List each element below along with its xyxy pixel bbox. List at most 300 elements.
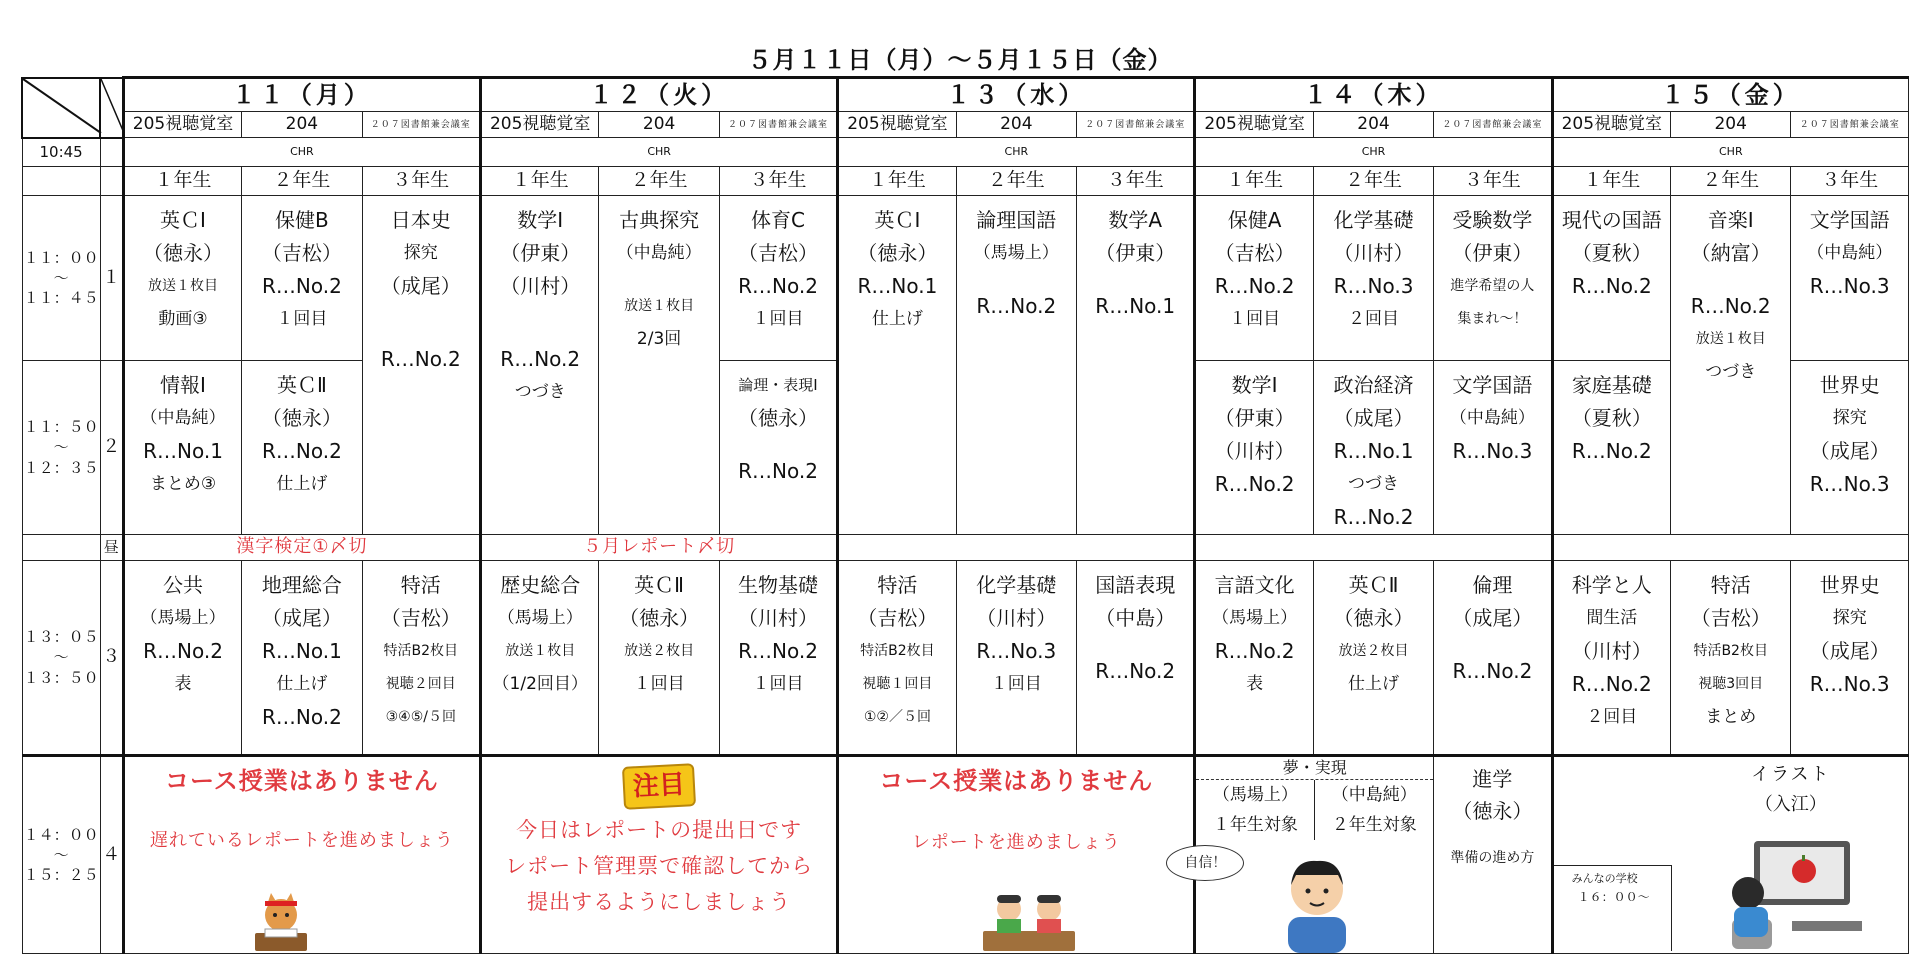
teacher-name: （吉松） — [1214, 240, 1295, 265]
teacher-name: （成尾） — [1452, 605, 1533, 630]
grade-cell: １年生 — [1552, 166, 1670, 195]
teacher-name: （徳永） — [1333, 605, 1414, 630]
teacher-name: （馬場上） — [1212, 607, 1298, 628]
lesson-cell — [1313, 195, 1433, 360]
time-end: １２：３５ — [23, 458, 99, 477]
lesson-note: 間生活 — [1586, 607, 1638, 628]
teacher-name: （川村） — [1333, 240, 1414, 265]
subject-name: 生物基礎 — [738, 572, 818, 597]
teacher-name: （成尾） — [1809, 438, 1890, 463]
report-number: R…No.3 — [1809, 471, 1890, 496]
report-number: R…No.2 — [1690, 293, 1771, 318]
report-number: R…No.1 — [857, 273, 938, 298]
report-number: R…No.2 — [1571, 273, 1652, 298]
event-name: みんなの学校 — [1571, 871, 1638, 885]
tue-note-line: 今日はレポートの提出日です — [516, 817, 803, 842]
lesson-note: 放送１枚目 — [505, 642, 576, 659]
lesson-note: つづき — [514, 381, 566, 402]
lesson-content — [125, 561, 241, 701]
lesson-note: まとめ — [1705, 706, 1757, 727]
cat-reading-icon — [251, 891, 311, 953]
lesson-note: 探究 — [403, 242, 438, 263]
grade-cell: ３年生 — [1077, 166, 1195, 195]
grade-cell: １年生 — [1195, 166, 1313, 195]
teacher-name: （中島純） — [1807, 242, 1893, 263]
time-start: １３：０５ — [23, 628, 99, 647]
dream-left — [1196, 780, 1315, 840]
report-number: R…No.2 — [1452, 658, 1533, 683]
lesson-cell — [1671, 560, 1791, 755]
lesson-content — [1314, 196, 1433, 336]
lesson-note: まとめ③ — [149, 473, 217, 494]
teacher-name: （吉松） — [380, 605, 461, 630]
teacher-name: （中島純） — [140, 407, 226, 428]
grade-cell: ２年生 — [1671, 166, 1791, 195]
school-event-box — [1554, 865, 1672, 951]
report-number: R…No.3 — [1809, 273, 1890, 298]
target-grade: ２年生対象 — [1331, 814, 1417, 835]
chr-cell-fri: CHR — [1552, 138, 1908, 167]
subject-name: 公共 — [163, 572, 203, 597]
lesson-note: 仕上げ — [1348, 673, 1399, 694]
teacher-name: （徳永） — [619, 605, 700, 630]
lesson-cell — [956, 195, 1076, 534]
teacher-name: （吉松） — [261, 240, 342, 265]
report-number: R…No.2 — [261, 273, 342, 298]
lesson-cell — [362, 560, 480, 755]
lesson-cell — [719, 360, 837, 534]
lesson-cell — [123, 560, 241, 755]
subject-name: 古典探究 — [619, 207, 700, 232]
lesson-cell — [481, 560, 599, 755]
lesson-note: 集まれ～！ — [1457, 310, 1528, 327]
subject-name: 家庭基礎 — [1571, 372, 1652, 397]
lesson-content — [1196, 196, 1312, 336]
teacher-name: （馬場上） — [140, 607, 226, 628]
time-period-3 — [22, 560, 100, 755]
subject-name: 特活 — [877, 572, 918, 597]
lesson-content — [242, 361, 361, 501]
day-header-mon: １１（月） — [123, 78, 480, 112]
tue-note-line: 提出するようにしましょう — [527, 889, 792, 914]
subject-name: 化学基礎 — [1333, 207, 1414, 232]
subject-name: 数学A — [1108, 207, 1163, 232]
report-number: R…No.2 — [738, 638, 818, 663]
teacher-name: （川村） — [738, 605, 818, 630]
lesson-cell — [838, 195, 956, 534]
subject-name: 受験数学 — [1452, 207, 1533, 232]
cell-spacer — [1671, 270, 1790, 290]
subject-name: 文学国語 — [1809, 207, 1890, 232]
p4-mon — [123, 755, 480, 953]
corner-diagonal — [23, 79, 101, 133]
period-number-4: ４ — [100, 755, 123, 953]
speech-bubble: 自信！ — [1166, 845, 1244, 881]
time-start: １１：００ — [23, 248, 99, 267]
lesson-content — [482, 561, 598, 701]
target-grade: １年生対象 — [1212, 814, 1298, 835]
grade-cell: ３年生 — [362, 166, 480, 195]
lesson-note: 進学希望の人 — [1450, 277, 1535, 294]
report-number: R…No.2 — [1571, 438, 1652, 463]
grade-cell: １年生 — [123, 166, 241, 195]
timetable — [21, 76, 1909, 954]
teacher-name: （納富） — [1690, 240, 1771, 265]
room-cell: 204 — [242, 112, 362, 138]
subject-name: 国語表現 — [1095, 572, 1176, 597]
report-number: R…No.2 — [1214, 638, 1295, 663]
lesson-note: 探究 — [1832, 407, 1867, 428]
lesson-content — [839, 561, 955, 734]
report-number: R…No.1 — [1333, 438, 1414, 463]
lesson-note: １回目 — [633, 673, 685, 694]
lesson-cell — [1791, 560, 1909, 755]
time-empty — [22, 166, 100, 195]
lesson-note: ２回目 — [1348, 308, 1399, 329]
teacher-name: （馬場上） — [973, 242, 1059, 263]
subject-name: 政治経済 — [1333, 372, 1414, 397]
time-period-4 — [22, 755, 100, 953]
p4-thu-shingaku — [1434, 755, 1552, 953]
report-number: R…No.1 — [143, 438, 223, 463]
lesson-note: １回目 — [276, 308, 328, 329]
lesson-content — [1314, 561, 1433, 701]
lesson-cell — [242, 360, 362, 534]
illust-title: イラスト — [1751, 763, 1831, 785]
teacher-name: （中島純） — [1449, 407, 1535, 428]
lesson-content — [1196, 361, 1312, 501]
cell-spacer — [482, 303, 598, 323]
lesson-note: ①②／５回 — [863, 708, 931, 725]
confident-boy-icon — [1274, 853, 1360, 953]
lesson-cell — [362, 195, 480, 534]
lesson-note: 仕上げ — [871, 308, 923, 329]
room-cell: ２０７図書館兼会議室 — [1077, 112, 1195, 138]
lesson-note: ２回目 — [1586, 706, 1638, 727]
lesson-note: 放送１枚目 — [624, 297, 695, 314]
lesson-note: 放送１枚目 — [148, 277, 218, 294]
subject-name: 文学国語 — [1452, 372, 1533, 397]
chr-cell-thu: CHR — [1195, 138, 1552, 167]
subject-name: 言語文化 — [1214, 572, 1295, 597]
teacher-name: （伊東） — [500, 240, 581, 265]
lesson-content — [1791, 561, 1908, 701]
lesson-content — [1077, 196, 1193, 323]
lesson-note: 視聴１回目 — [862, 675, 933, 692]
subject-name: 英ＣⅠ — [874, 207, 921, 232]
report-number: R…No.2 — [1571, 671, 1652, 696]
time-tilde: ～ — [53, 268, 69, 287]
lesson-cell — [1195, 195, 1313, 360]
lesson-note: １回目 — [1229, 308, 1281, 329]
teacher-name: （徳永） — [143, 240, 223, 265]
teacher-name: （中島純） — [1331, 784, 1417, 805]
room-cell: 204 — [1671, 112, 1791, 138]
room-cell: 204 — [1313, 112, 1433, 138]
time-end: １３：５０ — [23, 668, 99, 687]
lesson-cell — [481, 195, 599, 534]
teacher-name: （成尾） — [1809, 638, 1890, 663]
lesson-cell — [1313, 360, 1433, 534]
lesson-note: 表 — [1246, 673, 1264, 694]
report-number: R…No.2 — [261, 438, 342, 463]
subject-name: 世界史 — [1819, 372, 1880, 397]
subject-name: 英ＣⅡ — [634, 572, 685, 597]
lesson-note: 仕上げ — [276, 473, 328, 494]
cell-spacer — [1434, 635, 1550, 655]
lesson-content — [599, 561, 718, 701]
lesson-content — [720, 196, 836, 336]
dream-header: 夢・実現 — [1196, 757, 1433, 780]
lesson-cell — [242, 195, 362, 360]
lesson-content — [125, 361, 241, 501]
lesson-note: 動画③ — [158, 308, 208, 329]
subject-name: 英ＣⅠ — [160, 207, 206, 232]
teacher-name: （夏秋） — [1571, 240, 1652, 265]
cell-spacer — [363, 323, 479, 343]
students-studying-icon — [981, 887, 1077, 953]
time-chr: 10:45 — [22, 138, 100, 167]
teacher-name: （1/2回目） — [492, 673, 588, 694]
grade-cell: ２年生 — [599, 166, 719, 195]
lesson-cell — [1195, 560, 1313, 755]
time-tilde: ～ — [53, 648, 69, 667]
lesson-content — [1671, 561, 1790, 734]
lesson-content — [1554, 361, 1670, 468]
lesson-cell — [1552, 195, 1670, 360]
lesson-cell — [1077, 560, 1195, 755]
subject-name: 論理・表現Ⅰ — [738, 375, 818, 394]
lunch-note-mon: 漢字検定①〆切 — [123, 534, 480, 560]
corner-cell — [22, 78, 100, 138]
lesson-cell — [719, 195, 837, 360]
lesson-content — [1791, 196, 1908, 303]
report-number: R…No.2 — [1333, 504, 1414, 529]
report-number: R…No.2 — [738, 273, 818, 298]
wed-note: レポートを進めましょう — [911, 832, 1121, 854]
report-number: R…No.3 — [1452, 438, 1533, 463]
subject-name: 倫理 — [1472, 572, 1513, 597]
grade-cell: ２年生 — [956, 166, 1076, 195]
grade-cell: １年生 — [838, 166, 956, 195]
lesson-content — [1434, 561, 1550, 688]
room-cell: ２０７図書館兼会議室 — [1791, 112, 1909, 138]
teacher-name: （徳永） — [1452, 798, 1533, 823]
lesson-content — [1791, 361, 1908, 501]
lesson-cell — [599, 560, 719, 755]
subject-name: 保健A — [1227, 207, 1282, 232]
time-empty — [22, 534, 100, 560]
room-cell: ２０７図書館兼会議室 — [1434, 112, 1552, 138]
p4-wed — [838, 755, 1195, 953]
teacher-name: （徳永） — [857, 240, 938, 265]
lesson-cell — [599, 195, 719, 534]
lunch-empty-thu — [1195, 534, 1552, 560]
teacher-name: （馬場上） — [497, 607, 583, 628]
lesson-content — [363, 196, 479, 376]
lesson-content — [839, 196, 955, 336]
time-start: １４：００ — [23, 825, 99, 844]
period-lunch: 昼 — [100, 534, 123, 560]
report-number: R…No.2 — [500, 346, 581, 371]
day-header-tue: １２（火） — [481, 78, 838, 112]
lesson-note: 特活B2枚目 — [383, 642, 459, 659]
lesson-content — [1314, 361, 1433, 534]
report-number: R…No.2 — [738, 458, 818, 483]
lesson-content — [482, 196, 598, 409]
period-number-3: ３ — [100, 560, 123, 755]
subject-name: 英ＣⅡ — [1348, 572, 1399, 597]
subject-name: 日本史 — [390, 207, 451, 232]
lesson-cell — [1791, 360, 1909, 534]
report-number: R…No.2 — [1214, 273, 1295, 298]
lesson-cell — [1671, 195, 1791, 534]
lesson-cell — [242, 560, 362, 755]
lesson-content — [720, 561, 836, 701]
report-number: R…No.3 — [1809, 671, 1890, 696]
lesson-content — [1671, 196, 1790, 389]
time-tilde: ～ — [53, 438, 69, 457]
teacher-name: （川村） — [1571, 638, 1652, 663]
lesson-content — [1554, 196, 1670, 303]
room-cell: 205視聴覚室 — [1552, 112, 1670, 138]
room-cell: 205視聴覚室 — [123, 112, 241, 138]
subject-name: 情報Ⅰ — [160, 372, 206, 397]
cell-spacer — [482, 323, 598, 343]
corner-cell-narrow — [100, 78, 123, 138]
lesson-cell — [956, 560, 1076, 755]
lesson-note: 特活B2枚目 — [1693, 642, 1768, 659]
lunch-empty-wed — [838, 534, 1195, 560]
room-cell: 204 — [956, 112, 1076, 138]
lesson-cell — [1077, 195, 1195, 534]
room-cell: 204 — [599, 112, 719, 138]
cell-spacer — [720, 435, 836, 455]
lesson-note: 放送１枚目 — [1695, 330, 1766, 347]
teacher-name: （中島純） — [616, 242, 702, 263]
lesson-content — [1196, 561, 1312, 701]
lesson-note: 放送２枚目 — [624, 642, 695, 659]
lesson-content — [1434, 196, 1550, 336]
report-number: R…No.1 — [1095, 293, 1176, 318]
day-header-thu: １４（木） — [1195, 78, 1552, 112]
subject-name: 地理総合 — [261, 572, 342, 597]
schedule-title: ５月１１日（月）～５月１５日（金） — [747, 46, 1173, 74]
lesson-cell — [123, 360, 241, 534]
lesson-note: 仕上げ — [276, 673, 328, 694]
teacher-name: （夏秋） — [1571, 405, 1652, 430]
lesson-note: 視聴２回目 — [385, 675, 456, 692]
teacher-name: （川村） — [1214, 438, 1295, 463]
teacher-name: （徳永） — [261, 405, 342, 430]
illustrator-at-computer-icon — [1722, 835, 1872, 951]
lesson-cell — [1434, 360, 1552, 534]
lunch-note-tue: ５月レポート〆切 — [481, 534, 838, 560]
subject-name: 保健B — [275, 207, 329, 232]
subject-name: 数学Ⅰ — [1231, 372, 1278, 397]
time-tilde: ～ — [53, 845, 69, 864]
lesson-note: １回目 — [752, 308, 804, 329]
subject-name: 数学Ⅰ — [517, 207, 564, 232]
teacher-name: （成尾） — [1333, 405, 1414, 430]
p4-tue — [481, 755, 838, 953]
lesson-cell — [1434, 195, 1552, 360]
attention-badge-icon: 注目 — [622, 763, 696, 810]
room-cell: 205視聴覚室 — [1195, 112, 1313, 138]
lesson-cell — [1552, 360, 1670, 534]
lesson-note: ③④⑤/５回 — [385, 708, 456, 725]
time-end: １５：２５ — [23, 866, 99, 885]
room-cell: 205視聴覚室 — [838, 112, 956, 138]
corner-diagonal-narrow — [101, 79, 124, 133]
period-empty — [100, 138, 123, 167]
room-cell: ２０７図書館兼会議室 — [719, 112, 837, 138]
shingaku-note: 準備の進め方 — [1450, 849, 1535, 866]
teacher-name: （中島） — [1095, 605, 1176, 630]
lesson-cell — [1552, 560, 1670, 755]
subject-name: 特活 — [400, 572, 441, 597]
lesson-content — [242, 561, 361, 734]
subject-name: 現代の国語 — [1561, 207, 1662, 232]
subject-name: 英ＣⅡ — [276, 372, 327, 397]
lesson-note: １回目 — [990, 673, 1042, 694]
cell-spacer — [957, 270, 1076, 290]
lesson-cell — [838, 560, 956, 755]
lesson-content — [363, 561, 479, 734]
lesson-note: 特活B2枚目 — [860, 642, 935, 659]
time-period-1 — [22, 195, 100, 360]
lesson-content — [957, 561, 1076, 701]
subject-name: 世界史 — [1819, 572, 1880, 597]
grade-cell: ３年生 — [719, 166, 837, 195]
grade-cell: ３年生 — [1791, 166, 1909, 195]
room-cell: ２０７図書館兼会議室 — [362, 112, 480, 138]
lesson-content — [1554, 561, 1670, 734]
period-number-2: ２ — [100, 360, 123, 534]
report-number: R…No.3 — [1333, 273, 1414, 298]
lesson-note: 探究 — [1832, 607, 1867, 628]
lesson-note: 放送２枚目 — [1338, 642, 1409, 659]
lesson-note: 視聴3回目 — [1698, 675, 1764, 692]
chr-cell-wed: CHR — [838, 138, 1195, 167]
time-end: １１：４５ — [23, 289, 99, 308]
report-number: R…No.3 — [976, 638, 1057, 663]
report-number: R…No.2 — [1095, 658, 1176, 683]
cell-spacer — [599, 270, 718, 290]
subject-name: 論理国語 — [976, 207, 1057, 232]
cell-spacer — [1077, 635, 1193, 655]
subject-name: 体育C — [751, 207, 805, 232]
day-header-wed: １３（水） — [838, 78, 1195, 112]
teacher-name: （伊東） — [1095, 240, 1176, 265]
lesson-note: 表 — [174, 673, 192, 694]
lesson-cell — [123, 195, 241, 360]
report-number: R…No.2 — [143, 638, 223, 663]
lesson-content — [599, 196, 718, 356]
chr-cell-mon: CHR — [123, 138, 480, 167]
p4-fri — [1552, 755, 1908, 953]
lesson-content — [1077, 561, 1193, 688]
subject-name: 歴史総合 — [500, 572, 581, 597]
day-header-fri: １５（金） — [1552, 78, 1908, 112]
teacher-name: （吉松） — [857, 605, 938, 630]
grade-cell: ３年生 — [1434, 166, 1552, 195]
lesson-cell — [1195, 360, 1313, 534]
cell-spacer — [363, 303, 479, 323]
lesson-cell — [1313, 560, 1433, 755]
teacher-name: （吉松） — [1690, 605, 1771, 630]
lesson-content — [125, 196, 241, 336]
